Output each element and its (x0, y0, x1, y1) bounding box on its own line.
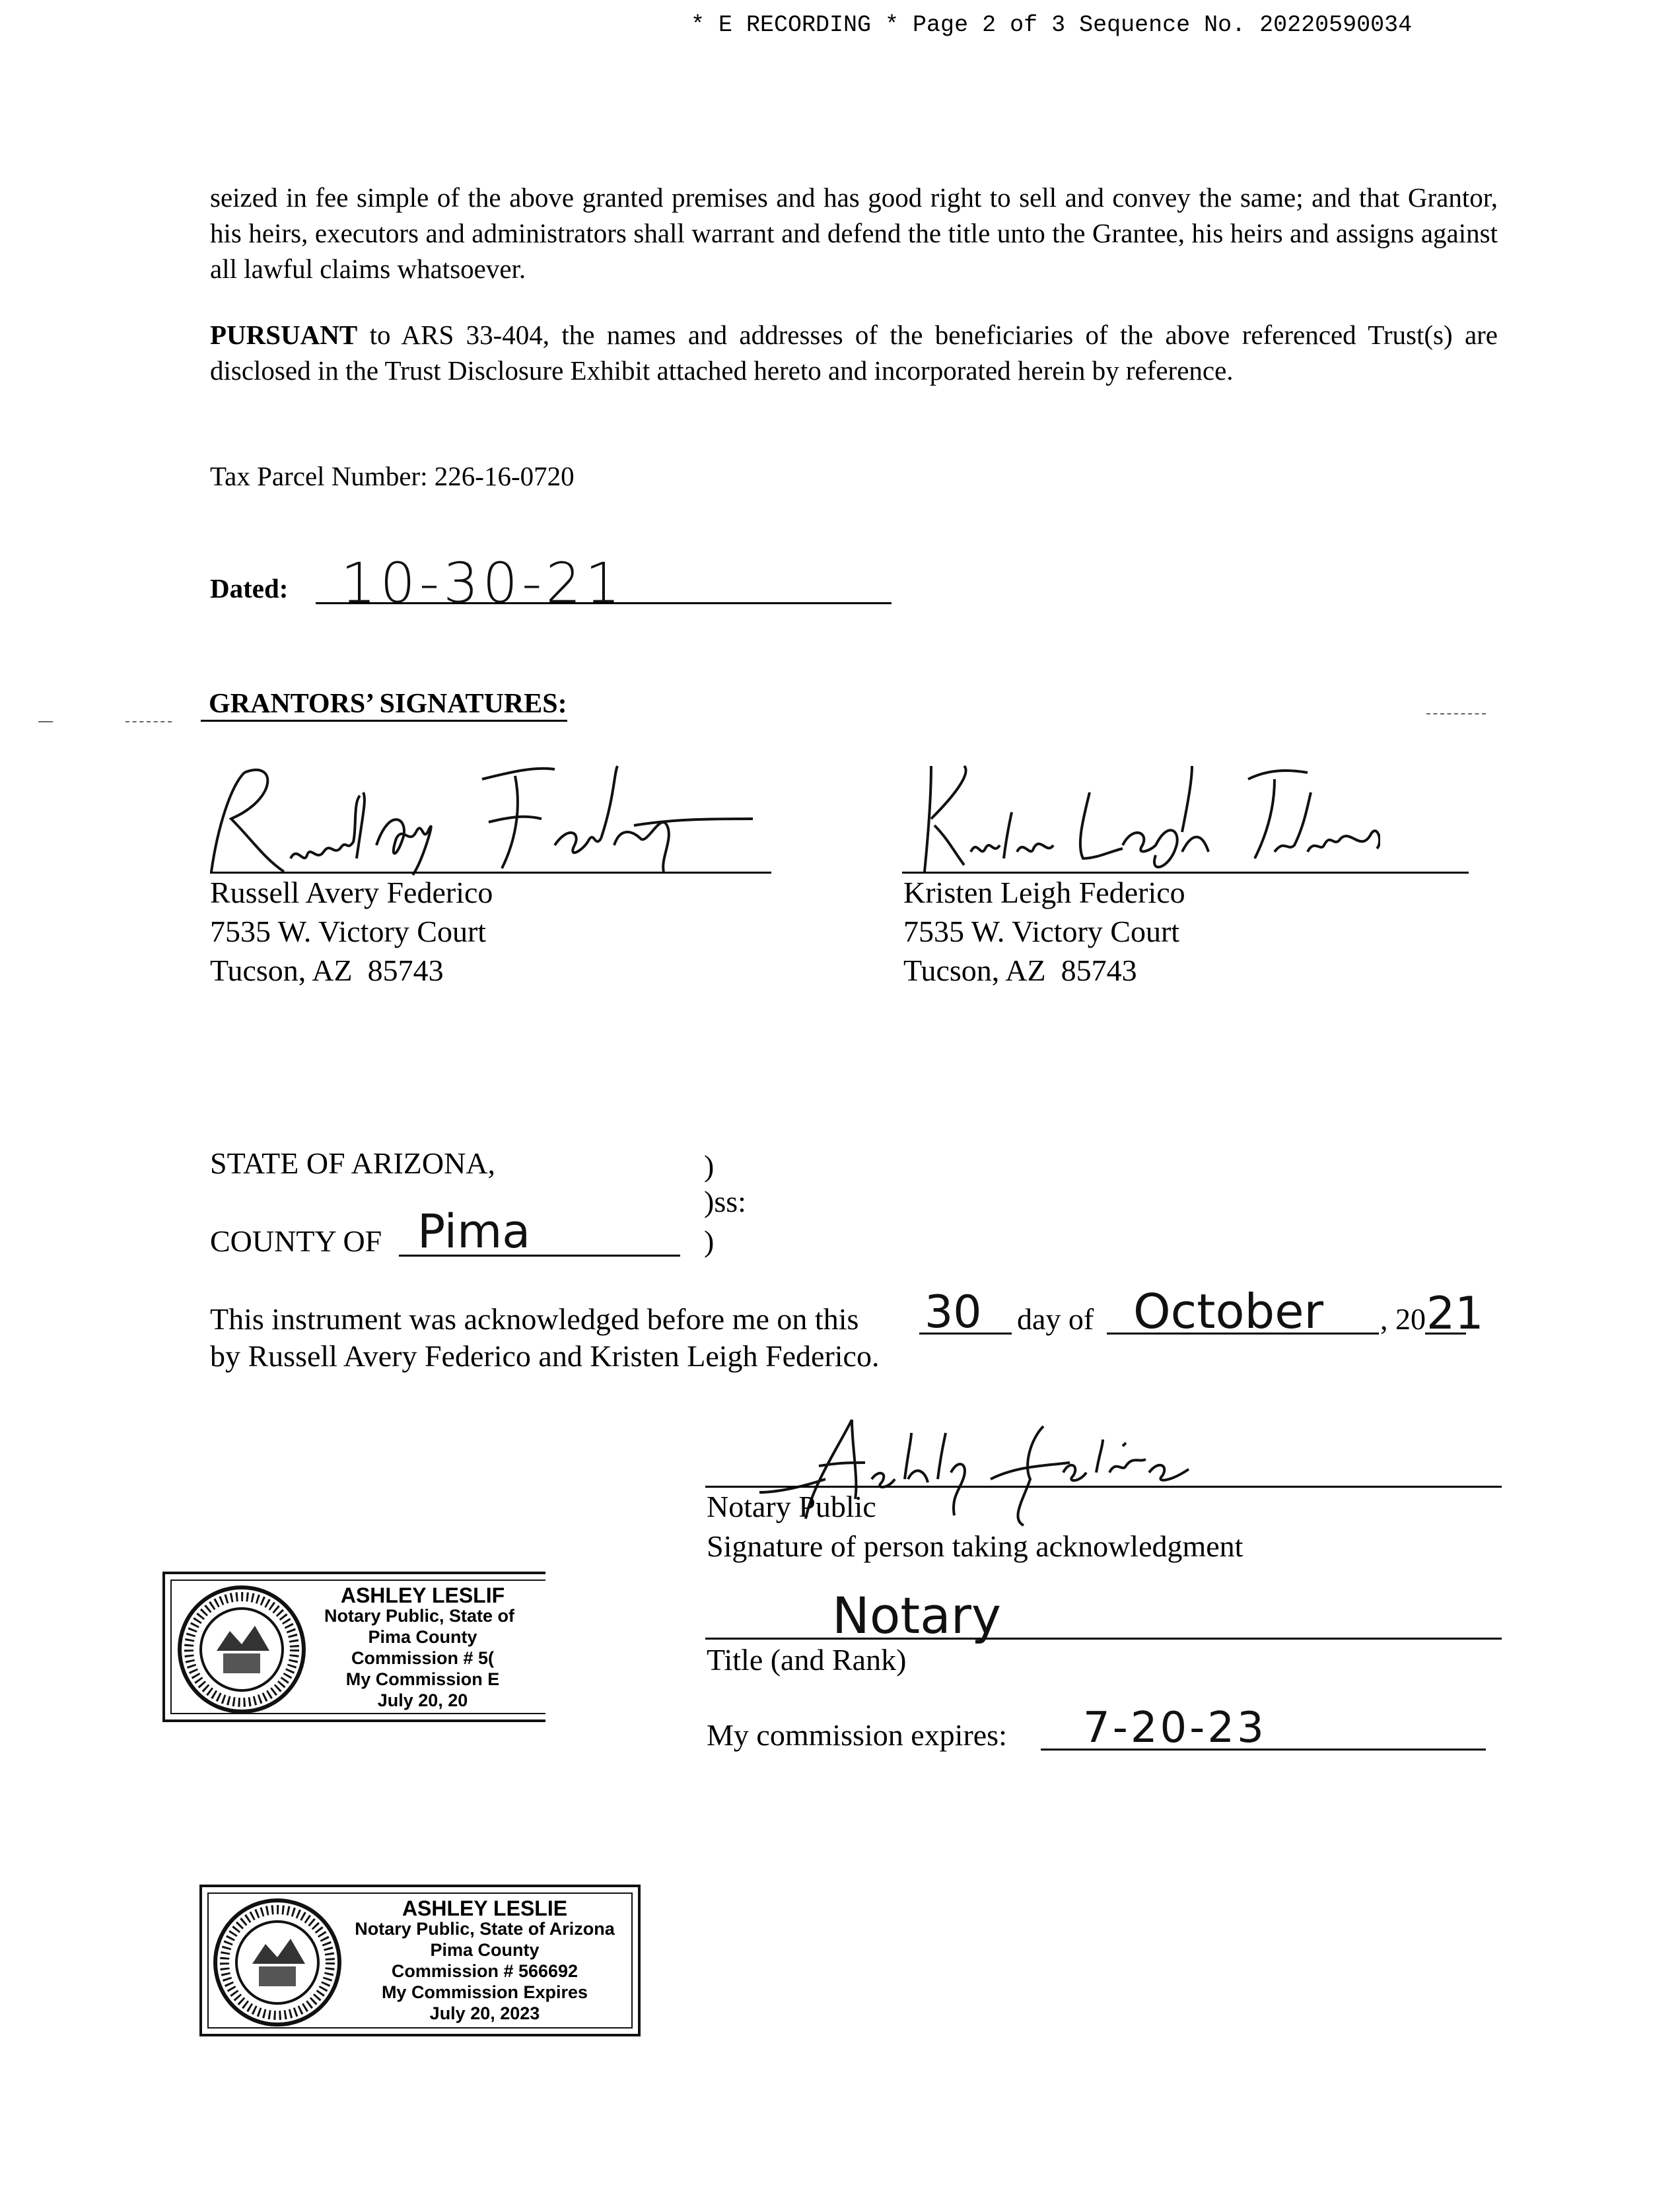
pursuant-text: to ARS 33-404, the names and addresses of the beneficiaries of the above referenced Trust(s) are disclosed in the Trust Disclosure Exhibit attached hereto and incorporated herein by reference. (210, 320, 1498, 386)
russell-signature (205, 746, 773, 885)
notary-signature-line (705, 1486, 1502, 1488)
kristen-city: Tucson, AZ 85743 (903, 954, 1137, 987)
stamp-partial-line-6: July 20, 20 (377, 1690, 468, 1710)
notary-title-handwritten: Notary (832, 1586, 1001, 1645)
pursuant-keyword: PURSUANT (210, 320, 358, 350)
ack-year-handwritten: 21 (1426, 1288, 1484, 1340)
stamp-full-line-3: Pima County (430, 1940, 540, 1960)
notary-title-label: Title (and Rank) (707, 1643, 907, 1677)
tax-parcel-number: Tax Parcel Number: 226-16-0720 (210, 461, 575, 491)
state-of-arizona: STATE OF ARIZONA, (210, 1146, 496, 1180)
kristen-name: Kristen Leigh Federico (903, 876, 1185, 909)
stamp-partial-line-2: Notary Public, State of (324, 1606, 515, 1626)
notary-stamp-partial (162, 1572, 545, 1722)
recording-header: * E RECORDING * Page 2 of 3 Sequence No. 20220590034 (691, 12, 1413, 38)
stamp-full-line-6: July 20, 2023 (429, 2003, 540, 2023)
stamp-full-line-1: ASHLEY LESLIE (402, 1896, 568, 1920)
stamp-full-line-2: Notary Public, State of Arizona (355, 1919, 615, 1939)
kristen-signature-line (902, 872, 1469, 874)
pursuant-paragraph (210, 317, 1498, 388)
ack-month-handwritten: October (1133, 1284, 1324, 1339)
kristen-signature (905, 753, 1380, 878)
venue-ss: )ss: (704, 1185, 746, 1218)
commission-expires-label: My commission expires: (707, 1718, 1007, 1752)
arizona-seal-icon (213, 1898, 342, 2027)
notary-public-label: Notary Public (707, 1490, 876, 1523)
stamp-full-line-4: Commission # 566692 (391, 1961, 578, 1981)
ack-day-handwritten: 30 (925, 1286, 982, 1338)
stamp-partial-line-4: Commission # 5( (351, 1648, 495, 1668)
venue-paren-3: ) (704, 1224, 715, 1258)
dated-label: Dated: (210, 573, 289, 604)
scan-dash-left (38, 721, 53, 722)
county-handwritten: Pima (417, 1204, 531, 1259)
russell-name: Russell Avery Federico (210, 876, 493, 909)
stamp-partial-line-5: My Commission E (345, 1669, 500, 1689)
russell-street: 7535 W. Victory Court (210, 915, 487, 948)
arizona-seal-icon (177, 1585, 306, 1714)
russell-city: Tucson, AZ 85743 (210, 954, 444, 987)
warranty-paragraph: seized in fee simple of the above granted premises and has good right to sell and convey the same; and that Grantor, his heirs, executors and administrators shall warrant and defend the title unto the Grantee, his heirs and assigns against all lawful claims whatsoever. (210, 182, 1498, 284)
notary-stamp-full (199, 1885, 641, 2036)
notary-title-line (705, 1638, 1502, 1640)
ack-sentence-line2: by Russell Avery Federico and Kristen Leigh Federico. (210, 1339, 880, 1373)
scan-dash-left-2 (125, 721, 172, 722)
ack-sentence-part1: This instrument was acknowledged before me on this (210, 1302, 859, 1336)
grantors-signatures-heading: GRANTORS’ SIGNATURES: (201, 688, 567, 722)
venue-paren-1: ) (704, 1149, 715, 1183)
ack-sentence-part2: day of (1017, 1302, 1094, 1336)
stamp-partial-line-1: ASHLEY LESLIF (340, 1583, 505, 1607)
stamp-partial-line-3: Pima County (368, 1627, 477, 1647)
county-label: COUNTY OF (210, 1224, 382, 1258)
commission-expires-handwritten: 7-20-23 (1083, 1704, 1267, 1753)
scan-dash-right (1426, 713, 1486, 714)
ack-sentence-part3: , 20 (1380, 1302, 1426, 1336)
dated-handwritten: 10-30-21 (341, 551, 625, 615)
notary-signature-caption: Signature of person taking acknowledgment (707, 1529, 1243, 1563)
kristen-street: 7535 W. Victory Court (903, 915, 1180, 948)
stamp-full-line-5: My Commission Expires (381, 1982, 588, 2002)
russell-signature-line (210, 872, 771, 874)
